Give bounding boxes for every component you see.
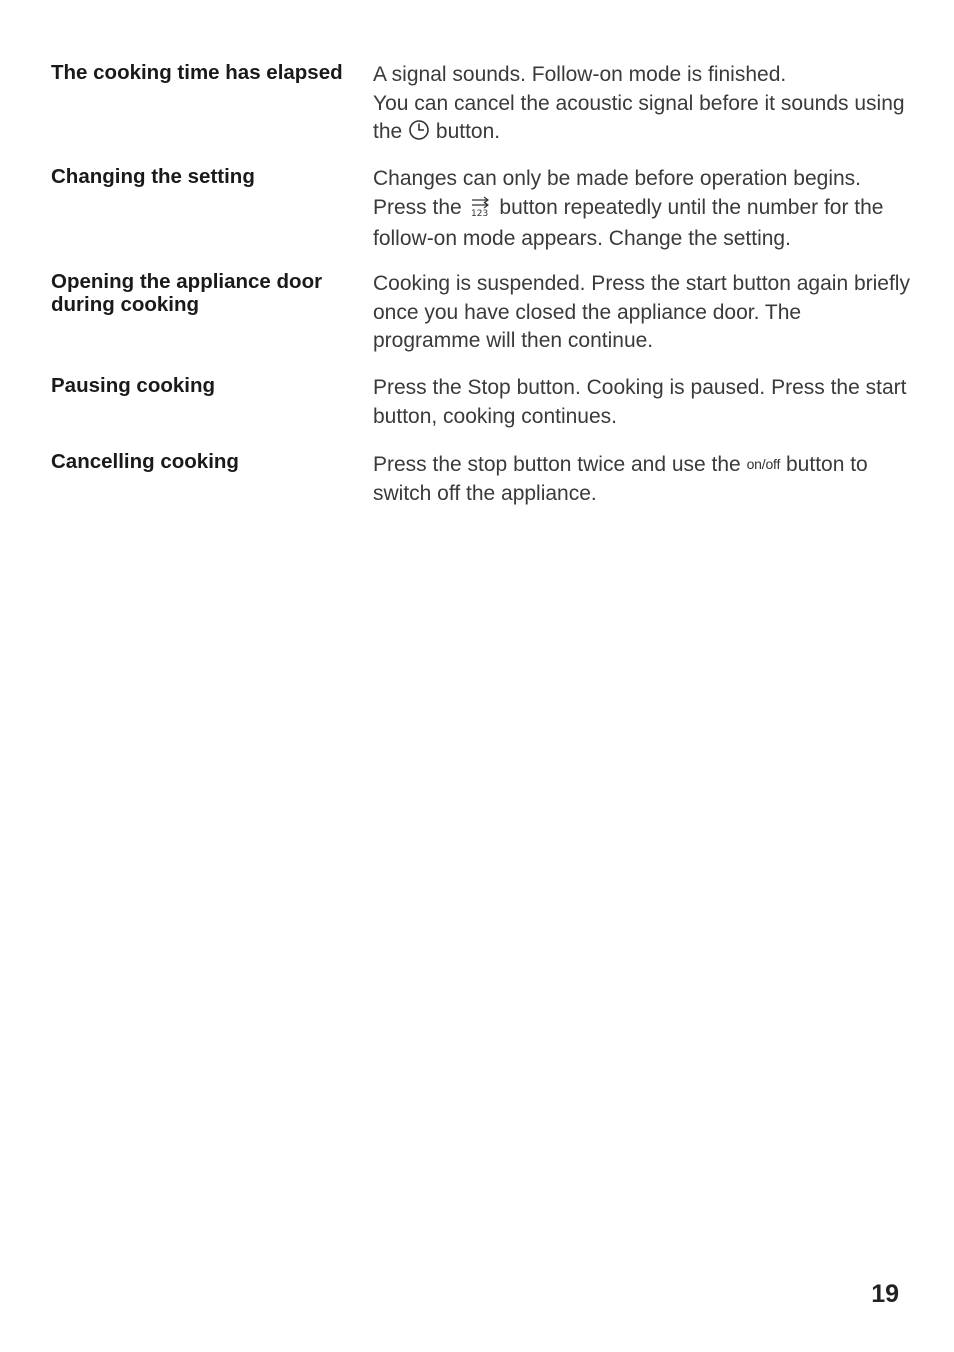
term-opening-door: Opening the appliance door during cooking [51, 270, 323, 316]
svg-text:123: 123 [470, 208, 488, 217]
term-pausing: Pausing cooking [51, 374, 216, 397]
term-cancelling: Cancelling cooking [51, 450, 239, 473]
desc-time-elapsed [373, 61, 913, 150]
term-changing-setting: Changing the setting [51, 165, 255, 188]
desc-line: A signal sounds. Follow-on mode is finished. [373, 63, 787, 86]
desc-pausing: Press the Stop button. Cooking is paused. Press the start button, cooking continues. [373, 376, 907, 428]
term-time-elapsed: The cooking time has elapsed [51, 61, 343, 84]
desc-line: You can cancel the acoustic signal before it sounds using the button. [373, 90, 913, 150]
clock-icon [408, 119, 430, 150]
desc-opening-door: Cooking is suspended. Press the start button again briefly once you have closed the appliance door. The programme will then continue. [373, 272, 910, 352]
desc-changing-setting: Changes can only be made before operation begins. Press the 123 button repeatedly until the number for the follow-on mode appears. Change the setting. [373, 167, 884, 250]
page-number: 19 [871, 1280, 899, 1308]
on-off-button-label: on/off [746, 456, 781, 472]
sequence-123-icon [468, 195, 494, 226]
desc-cancelling: Press the stop button twice and use the on/off button to switch off the appliance. [373, 453, 868, 505]
